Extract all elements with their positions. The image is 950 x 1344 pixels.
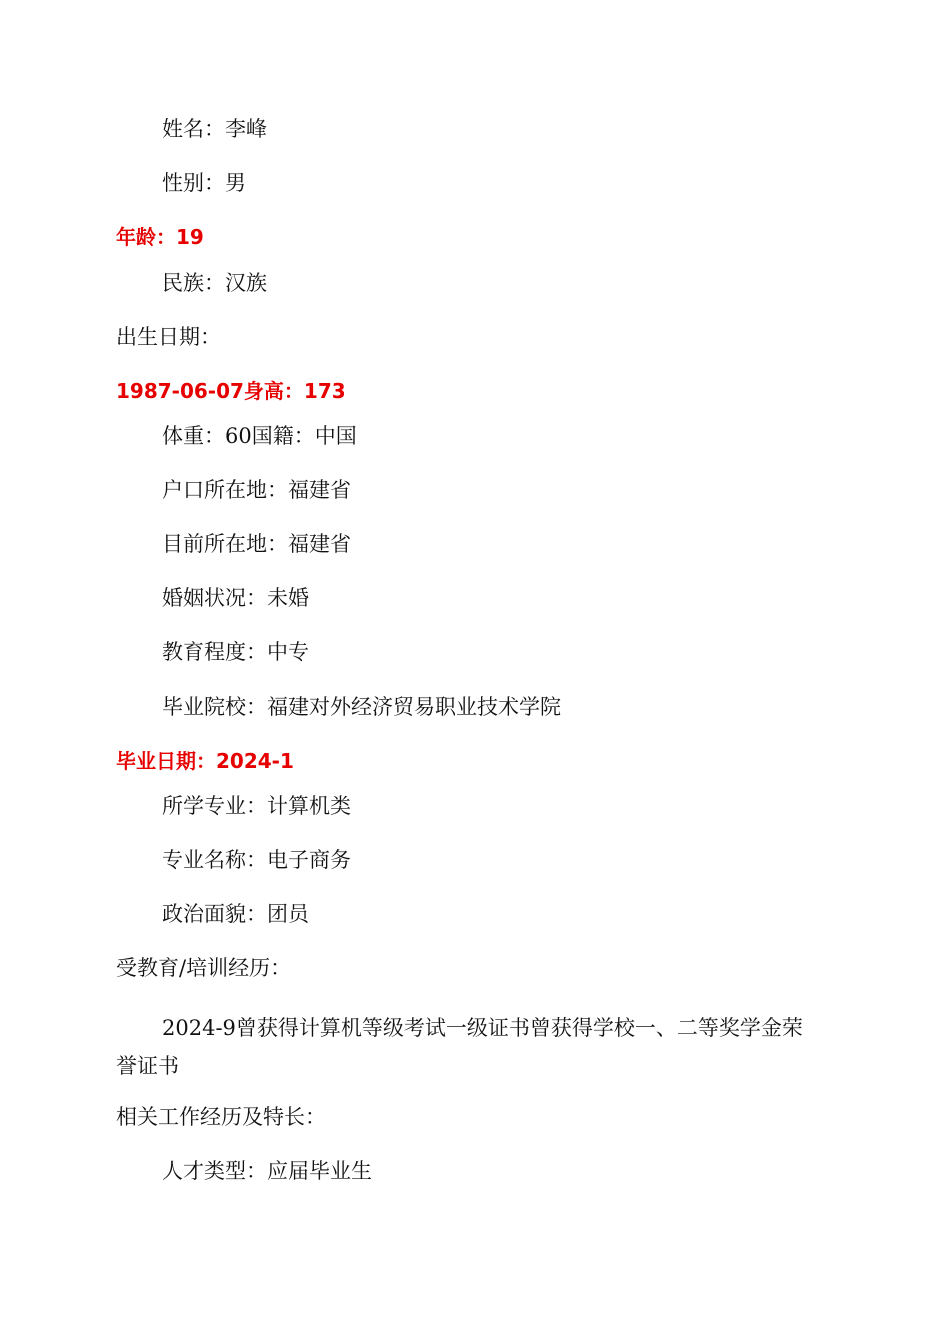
gender-line: 性别：男: [162, 171, 246, 195]
education-training-heading: 受教育/培训经历：: [116, 956, 292, 980]
name-line: 姓名：李峰: [162, 117, 267, 141]
education-training-content: 2024-9曾获得计算机等级考试一级证书曾获得学校一、二等奖学金荣誉证书: [116, 1016, 803, 1078]
school-line: 毕业院校：福建对外经济贸易职业技术学院: [162, 695, 561, 719]
major-line: 所学专业：计算机类: [162, 794, 351, 818]
marital-status-line: 婚姻状况：未婚: [162, 586, 309, 610]
talent-type-line: 人才类型：应届毕业生: [162, 1159, 372, 1183]
birthdate-height-line: 1987-06-07身高：173: [116, 379, 346, 403]
birthdate-label-line: 出生日期：: [116, 325, 221, 349]
current-location-line: 目前所在地：福建省: [162, 532, 351, 556]
work-experience-heading: 相关工作经历及特长：: [116, 1105, 326, 1129]
education-level-line: 教育程度：中专: [162, 640, 309, 664]
political-status-line: 政治面貌：团员: [162, 902, 309, 926]
ethnicity-line: 民族：汉族: [162, 271, 267, 295]
graduation-date-line: 毕业日期：2024-1: [116, 749, 294, 773]
specialty-name-line: 专业名称：电子商务: [162, 848, 351, 872]
weight-nationality-line: 体重：60国籍：中国: [162, 424, 357, 448]
age-line: 年龄：19: [116, 225, 204, 249]
household-location-line: 户口所在地：福建省: [162, 478, 351, 502]
